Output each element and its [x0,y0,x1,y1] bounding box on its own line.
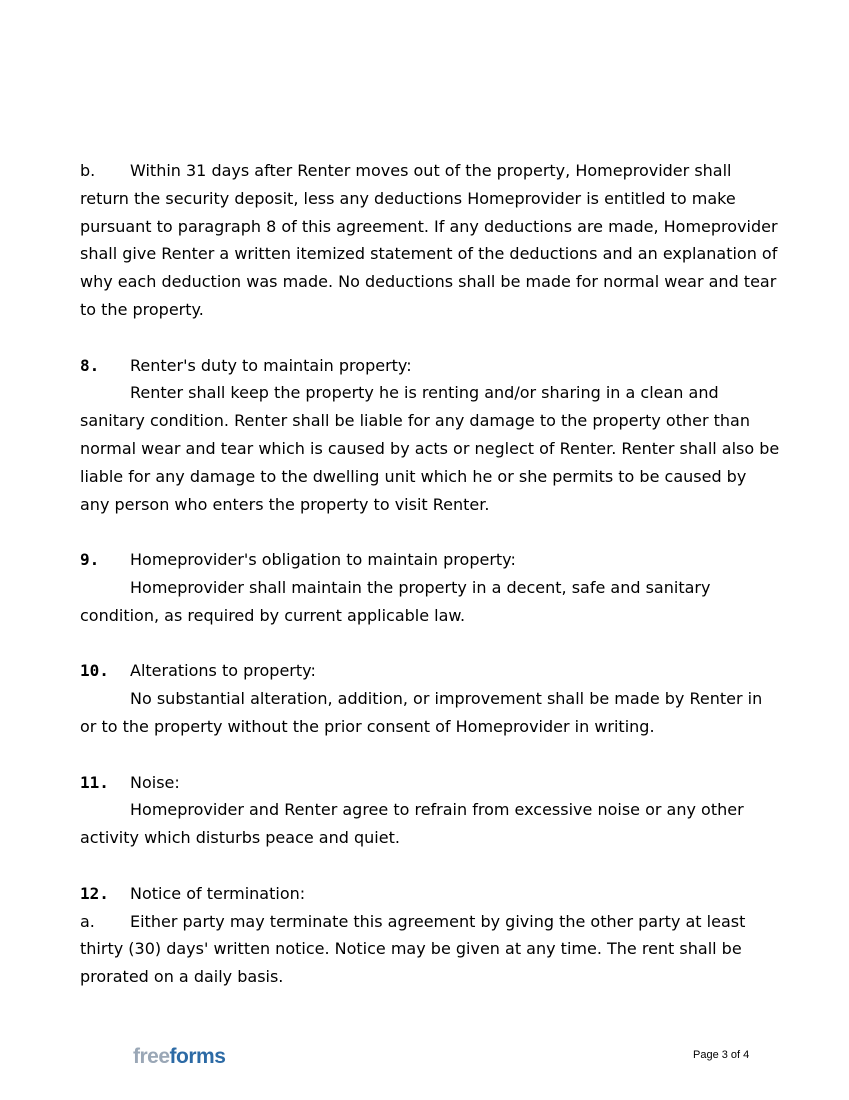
section-title: Alterations to property: [130,661,316,681]
section-number: 9. [80,550,100,570]
section-body: Renter shall keep the property he is renting and/or sharing in a clean and sanitary condition. Renter shall be liable for any damage to the property other than normal wear and tear which is caused by acts or neglect of Renter. Renter shall also be liable for any damage to the dwelling unit which he or she permits to be caused by any person who enters the property to visit Renter. [80,383,780,514]
sub-paragraph-text: Either party may terminate this agreement by giving the other party at least thirty (30) days' written notice. Notice may be given at any time. The rent shall be prorated on a daily basis. [80,911,746,987]
paragraph-b [80,157,780,324]
section-body: Homeprovider shall maintain the property in a decent, safe and sanitary condition, as required by current applicable law. [80,577,711,625]
document-body [80,157,780,991]
section-number: 11. [80,772,109,792]
paragraph-b-label: b. [80,161,96,180]
section-heading [80,657,780,685]
section-number: 10. [80,661,109,681]
section-title: Notice of termination: [130,883,306,903]
freeforms-logo[interactable] [133,1045,225,1069]
section-11 [80,769,780,852]
section-9 [80,546,780,629]
section-title: Noise: [130,772,180,792]
section-heading [80,546,780,574]
section-8 [80,352,780,519]
section-number: 8. [80,355,100,375]
section-10 [80,657,780,740]
logo-forms-text: forms [169,1045,226,1068]
section-heading [80,769,780,797]
section-body: Homeprovider and Renter agree to refrain from excessive noise or any other activity which disturbs peace and quiet. [80,800,744,848]
section-title: Renter's duty to maintain property: [130,355,412,375]
section-body: No substantial alteration, addition, or improvement shall be made by Renter in or to the property without the prior consent of Homeprovider in writing. [80,689,763,736]
page-number: Page 3 of 4 [693,1049,750,1061]
section-12 [80,880,780,991]
section-sub-paragraph-a [80,908,780,991]
section-heading [80,880,780,908]
section-number: 12. [80,883,109,903]
paragraph-b-text: Within 31 days after Renter moves out of the property, Homeprovider shall return the security deposit, less any deductions Homeprovider is entitled to make pursuant to paragraph 8 of this agreement. If any deductions are made, Homeprovider shall give Renter a written itemized statement of the deductions and an explanation of why each deduction was made. No deductions shall be made for normal wear and tear to the property. [80,161,778,319]
sub-paragraph-label: a. [80,911,95,931]
section-title: Homeprovider's obligation to maintain property: [130,550,516,570]
logo-free-text: free [133,1045,170,1068]
section-heading [80,352,780,380]
